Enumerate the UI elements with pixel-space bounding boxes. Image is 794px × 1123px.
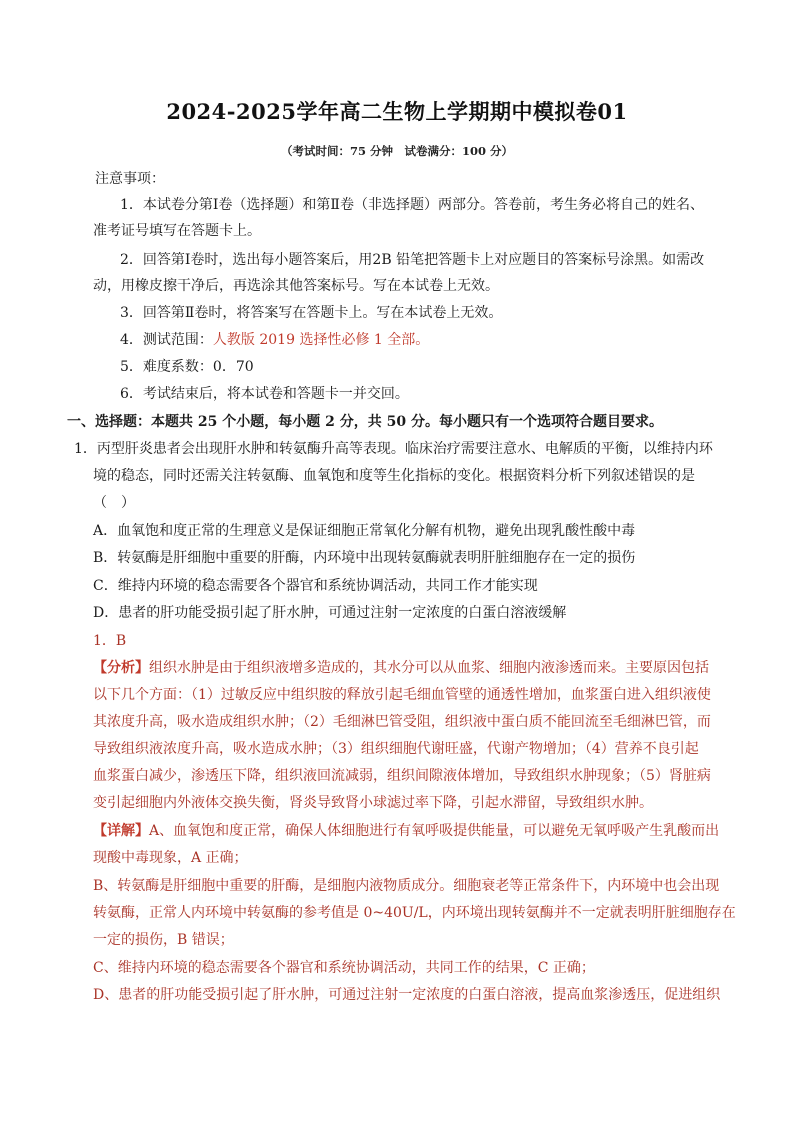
- detail-line-a-2: 现酸中毒现象，A 正确；: [93, 850, 248, 866]
- notice-item-1-line-1: 1．本试卷分第Ⅰ卷（选择题）和第Ⅱ卷（非选择题）两部分。答卷前，考生务必将自己的姓名、: [120, 197, 704, 213]
- analysis-text-1: 组织水肿是由于组织液增多造成的，其水分可以从血浆、细胞内液渗透而来。主要原因包括: [149, 660, 709, 676]
- notice-item-4: [120, 330, 429, 350]
- detail-text-a-1: A、血氧饱和度正常，确保人体细胞进行有氧呼吸提供能量，可以避免无氧呼吸产生乳酸而出: [149, 823, 720, 839]
- notice-item-5: 5．难度系数：0．70: [120, 359, 254, 375]
- exam-subtitle: （考试时间：75 分钟 试卷满分：100 分）: [280, 144, 513, 158]
- question-1-blank: （ ）: [93, 495, 135, 511]
- notice-item-6: 6．考试结束后，将本试卷和答题卡一并交回。: [120, 386, 409, 402]
- analysis-line-1: [93, 658, 709, 678]
- notice-item-2-line-1: 2．回答第Ⅰ卷时，选出每小题答案后，用2B 铅笔把答题卡上对应题目的答案标号涂黑。如需改: [120, 252, 705, 268]
- detail-line-d-1: D、患者的肝功能受损引起了肝水肿，可通过注射一定浓度的白蛋白溶液，提高血浆渗透压，促进组织: [93, 987, 721, 1003]
- analysis-line-4: 导致组织液浓度升高，吸水造成水肿；（3）组织细胞代谢旺盛，代谢产物增加；（4）营养不良引起: [93, 741, 699, 757]
- question-1-option-b: B．转氨酶是肝细胞中重要的肝酶，内环境中出现转氨酶就表明肝脏细胞存在一定的损伤: [93, 550, 636, 566]
- detail-line-b-1: B、转氨酶是肝细胞中重要的肝酶，是细胞内液物质成分。细胞衰老等正常条件下，内环境中也会出现: [93, 878, 720, 894]
- answer-label: 1．B: [93, 633, 127, 649]
- section-heading: 一、选择题：本题共 25 个小题，每小题 2 分，共 50 分。每小题只有一个选项符合题目要求。: [67, 414, 663, 430]
- exam-title: 2024-2025学年高二生物上学期期中模拟卷01: [166, 99, 628, 124]
- detail-tag: 【详解】: [93, 823, 149, 839]
- analysis-line-3: 其浓度升高，吸水造成组织水肿；（2）毛细淋巴管受阻，组织液中蛋白质不能回流至毛细淋巴管，而: [93, 714, 711, 730]
- question-1-stem-line-2: 境的稳态，同时还需关注转氨酶、血氧饱和度等生化指标的变化。根据资料分析下列叙述错误的是: [93, 468, 695, 484]
- analysis-line-6: 变引起细胞内外液体交换失衡，肾炎导致肾小球滤过率下降，引起水滞留，导致组织水肿。: [93, 795, 653, 811]
- question-1-stem-line-1: 1．丙型肝炎患者会出现肝水肿和转氨酶升高等表现。临床治疗需要注意水、电解质的平衡，以维持内环: [74, 441, 713, 457]
- notice-heading: 注意事项：: [95, 171, 165, 187]
- detail-line-c: C、维持内环境的稳态需要各个器官和系统协调活动，共同工作的结果，C 正确；: [93, 960, 595, 976]
- notice-item-3: 3．回答第Ⅱ卷时，将答案写在答题卡上。写在本试卷上无效。: [120, 305, 503, 321]
- notice-item-4-scope: 人教版 2019 选择性必修 1 全部。: [212, 332, 430, 348]
- question-1-option-d: D．患者的肝功能受损引起了肝水肿，可通过注射一定浓度的白蛋白溶液缓解: [93, 605, 567, 621]
- detail-line-a-1: [93, 821, 719, 841]
- detail-line-b-3: 一定的损伤，B 错误；: [93, 932, 234, 948]
- analysis-line-5: 血浆蛋白减少，渗透压下降，组织液回流减弱，组织间隙液体增加，导致组织水肿现象；（5）肾脏病: [93, 768, 711, 784]
- notice-item-2-line-2: 动，用橡皮擦干净后，再选涂其他答案标号。写在本试卷上无效。: [93, 278, 499, 294]
- detail-line-b-2: 转氨酶，正常人内环境中转氨酶的参考值是 0~40U/L，内环境出现转氨酶并不一定就表明肝脏细胞存在: [93, 905, 736, 921]
- notice-item-4-prefix: 4．测试范围：: [120, 332, 213, 348]
- analysis-line-2: 以下几个方面：（1）过敏反应中组织胺的释放引起毛细血管壁的通透性增加，血浆蛋白进入组织液使: [93, 687, 711, 703]
- question-1-option-c: C．维持内环境的稳态需要各个器官和系统协调活动，共同工作才能实现: [93, 578, 538, 594]
- analysis-tag: 【分析】: [93, 660, 149, 676]
- question-1-option-a: A．血氧饱和度正常的生理意义是保证细胞正常氧化分解有机物，避免出现乳酸性酸中毒: [93, 523, 636, 539]
- notice-item-1-line-2: 准考证号填写在答题卡上。: [93, 223, 261, 239]
